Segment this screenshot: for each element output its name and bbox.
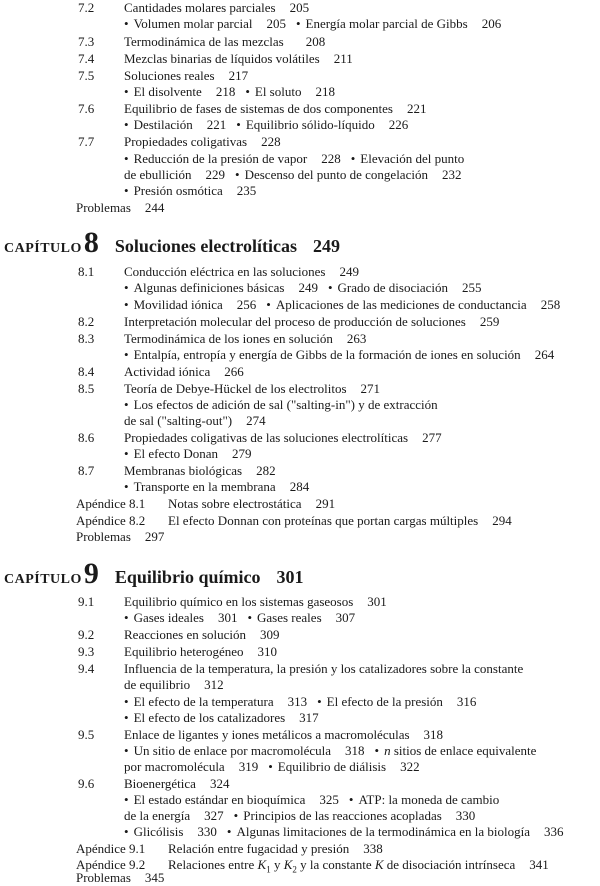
page-number: 205 (266, 16, 286, 31)
page-number: 206 (481, 16, 502, 31)
toc-subsections (124, 792, 499, 808)
subsection-title[interactable]: • El soluto (245, 84, 301, 99)
chapter-title: Soluciones electrolíticas (114, 236, 298, 256)
section-number: 9.1 (78, 594, 95, 609)
page-number: 291 (315, 496, 336, 511)
appendix-label: Apéndice 8.2 (76, 513, 146, 528)
page-number: 255 (462, 280, 482, 295)
toc-subsections (124, 280, 482, 296)
page-number: 345 (144, 870, 165, 885)
section-number: 9.2 (78, 627, 95, 642)
subscript: 2 (292, 864, 297, 875)
appendix-title (168, 857, 516, 875)
toc-problems-7[interactable] (76, 200, 164, 216)
chapter-number: 8 (83, 226, 99, 259)
subsection-title[interactable]: • Principios de las reacciones acopladas (234, 808, 442, 823)
section-number: 8.3 (78, 331, 95, 346)
subsection-title[interactable]: • Gases ideales (124, 610, 204, 625)
toc-subsections (124, 397, 438, 413)
subsection-title[interactable]: • El estado estándar en bioquímica (124, 792, 305, 807)
section-title: Membranas biológicas (124, 463, 243, 478)
toc-section-9-5[interactable] (78, 727, 443, 743)
section-title: Influencia de la temperatura, la presión y los catalizadores sobre la constante (124, 661, 524, 676)
page-number: 338 (363, 841, 383, 856)
subsection-title-cont[interactable]: de ebullición (124, 167, 192, 182)
toc-section-7-4[interactable] (78, 51, 353, 67)
toc-subsections (124, 479, 309, 495)
title-text: y (273, 857, 281, 872)
page-number: 301 (367, 594, 387, 609)
appendix-title: El efecto Donnan con proteínas que portan cargas múltiples (168, 513, 479, 528)
section-title: Actividad iónica (124, 364, 211, 379)
page-number: 211 (333, 51, 353, 66)
page-number: 277 (422, 430, 442, 445)
subsection-title[interactable]: • Elevación del punto (351, 151, 465, 166)
section-number: 9.4 (78, 661, 95, 676)
page-number: 249 (339, 264, 359, 279)
page-number: 279 (232, 446, 252, 461)
toc-subsections (124, 167, 461, 183)
page-number: 327 (204, 808, 224, 823)
page-number: 232 (441, 167, 462, 182)
toc-section-7-3[interactable] (78, 34, 325, 50)
toc-section-9-2[interactable] (78, 627, 280, 643)
toc-subsections (124, 16, 501, 32)
toc-subsections (124, 297, 560, 313)
toc-section-8-7[interactable] (78, 463, 276, 479)
page-number: 235 (236, 183, 257, 198)
variable-k: K (374, 857, 384, 872)
page-number: 301 (217, 610, 238, 625)
section-title: Cantidades molares parciales (124, 0, 276, 15)
page-number: 258 (540, 297, 561, 312)
section-title: Termodinámica de los iones en solución (124, 331, 333, 346)
page-number: 208 (305, 34, 326, 49)
toc-subsections (124, 743, 536, 759)
subsection-title[interactable]: • Grado de disociación (328, 280, 448, 295)
toc-section-8-4[interactable] (78, 364, 244, 380)
section-title: Teoría de Debye-Hückel de los electrolitos (124, 381, 347, 396)
toc-section-7-6[interactable] (78, 101, 426, 117)
title-text: y la constante (300, 857, 372, 872)
chapter-9-heading[interactable] (4, 557, 303, 591)
section-title: Propiedades coligativas (124, 134, 248, 149)
page-number: 313 (287, 694, 308, 709)
page-number: 336 (543, 824, 564, 839)
subsection-title[interactable]: • El efecto de la presión (317, 694, 443, 709)
page-number: 259 (479, 314, 500, 329)
page-number: 318 (423, 727, 444, 742)
toc-subsections (124, 824, 563, 840)
section-title: Equilibrio heterogéneo (124, 644, 244, 659)
page-number: 274 (246, 413, 266, 428)
subsection-title[interactable]: • Un sitio de enlace por macromolécula (124, 743, 331, 758)
chapter-page: 301 (276, 567, 304, 587)
subsection-title[interactable]: • Reducción de la presión de vapor (124, 151, 307, 166)
section-number: 8.6 (78, 430, 95, 445)
problems-title: Problemas (76, 870, 131, 885)
appendix-label: Apéndice 9.2 (76, 857, 146, 872)
page-number: 205 (289, 0, 310, 15)
chapter-title: Equilibrio químico (114, 567, 261, 587)
subsection-title[interactable]: • Algunas definiciones básicas (124, 280, 284, 295)
section-number: 8.4 (78, 364, 95, 379)
subsection-title-cont[interactable]: por macromolécula (124, 759, 225, 774)
subsection-title[interactable] (375, 743, 537, 758)
appendix-label: Apéndice 9.1 (76, 841, 146, 856)
toc-subsections (124, 808, 475, 824)
subsection-title[interactable]: • Movilidad iónica (124, 297, 223, 312)
section-title: Enlace de ligantes y iones metálicos a macromoléculas (124, 727, 410, 742)
subsection-title[interactable]: • Aplicaciones de las mediciones de conductancia (266, 297, 526, 312)
section-title: Propiedades coligativas de las soluciones electrolíticas (124, 430, 409, 445)
toc-subsections (124, 183, 256, 199)
chapter-8-heading[interactable] (4, 226, 340, 260)
subsection-title-cont[interactable]: de la energía (124, 808, 191, 823)
toc-subsections (124, 759, 420, 775)
subsection-title[interactable]: • Los efectos de adición de sal ("salting-in") y de extracción (124, 397, 438, 412)
page-number: 318 (345, 743, 365, 758)
page-number: 263 (346, 331, 367, 346)
subsection-title[interactable]: • El disolvente (124, 84, 202, 99)
page-number: 294 (492, 513, 512, 528)
title-text: de disociación intrínseca (386, 857, 516, 872)
subsection-title-cont[interactable]: de sal ("salting-out") (124, 413, 233, 428)
subsection-title[interactable]: • Equilibrio sólido-líquido (236, 117, 374, 132)
toc-section-9-6[interactable] (78, 776, 229, 792)
subsection-title[interactable]: • Transporte en la membrana (124, 479, 276, 494)
section-title: Termodinámica de las mezclas (124, 34, 284, 49)
page-number: 229 (205, 167, 226, 182)
page-number: 322 (400, 759, 420, 774)
problems-title: Problemas (76, 529, 131, 544)
toc-section-8-5[interactable] (78, 381, 380, 397)
subsection-title[interactable]: • ATP: la moneda de cambio (349, 792, 499, 807)
toc-section-9-1[interactable] (78, 594, 387, 610)
page-number: 316 (456, 694, 477, 709)
section-number: 9.3 (78, 644, 95, 659)
subsection-title[interactable]: • Destilación (124, 117, 193, 132)
page-number: 228 (261, 134, 281, 149)
toc-appendix-9-1[interactable] (76, 841, 383, 857)
chapter-number: 9 (83, 557, 99, 590)
page-number: 228 (321, 151, 341, 166)
section-number: 7.3 (78, 34, 95, 49)
subsection-title[interactable]: • Volumen molar parcial (124, 16, 252, 31)
page-number: 317 (299, 710, 319, 725)
page-number: 312 (204, 677, 224, 692)
section-number: 7.6 (78, 101, 95, 116)
title-text: Relaciones entre (168, 857, 255, 872)
page-number: 244 (144, 200, 165, 215)
subsection-title[interactable]: • Gases reales (247, 610, 321, 625)
toc-subsections (124, 84, 335, 100)
section-number: 8.1 (78, 264, 95, 279)
problems-title: Problemas (76, 200, 131, 215)
subscript: 1 (266, 864, 271, 875)
toc-section-8-6[interactable] (78, 430, 442, 446)
section-title: Soluciones reales (124, 68, 215, 83)
section-number: 7.5 (78, 68, 95, 83)
toc-section-9-4-cont[interactable] (124, 677, 224, 693)
page-number: 256 (236, 297, 257, 312)
page-number: 309 (260, 627, 280, 642)
chapter-label: CAPÍTULO (4, 241, 82, 256)
section-number: 9.6 (78, 776, 95, 791)
section-number: 8.2 (78, 314, 95, 329)
page-number: 218 (315, 84, 335, 99)
toc-subsections (124, 710, 319, 726)
section-title: Interpretación molecular del proceso de producción de soluciones (124, 314, 466, 329)
toc-subsections (124, 151, 464, 167)
page-number: 264 (534, 347, 555, 362)
toc-subsections (124, 446, 252, 462)
page-number: 266 (224, 364, 244, 379)
toc-section-7-7[interactable] (78, 134, 281, 150)
page-number: 330 (455, 808, 476, 823)
section-title: Mezclas binarias de líquidos volátiles (124, 51, 320, 66)
toc-appendix-8-1[interactable] (76, 496, 335, 512)
page-number: 341 (529, 857, 549, 872)
subsection-title-text: sitios de enlace equivalente (393, 743, 537, 758)
variable-n: n (384, 743, 391, 758)
toc-subsections (124, 117, 408, 133)
toc-problems-8[interactable] (76, 529, 164, 545)
subsection-title[interactable]: • Entalpía, entropía y energía de Gibbs de la formación de iones en solución (124, 347, 521, 362)
subsection-title[interactable]: • Equilibrio de diálisis (268, 759, 386, 774)
toc-appendix-8-2[interactable] (76, 513, 512, 529)
page-number: 221 (406, 101, 427, 116)
subsection-title[interactable]: • El efecto de la temperatura (124, 694, 274, 709)
toc-subsections (124, 694, 476, 710)
appendix-title: Notas sobre electrostática (168, 496, 302, 511)
subsection-title[interactable]: • El efecto Donan (124, 446, 218, 461)
section-number: 7.7 (78, 134, 95, 149)
page-number: 249 (298, 280, 318, 295)
section-title: Bioenergética (124, 776, 196, 791)
section-number: 7.4 (78, 51, 95, 66)
toc-section-7-2[interactable] (78, 0, 309, 16)
toc-section-9-4[interactable] (78, 661, 523, 677)
subsection-title[interactable]: • Glicólisis (124, 824, 183, 839)
page-number: 217 (228, 68, 249, 83)
toc-subsections (124, 610, 355, 626)
page-number: 271 (360, 381, 381, 396)
page-number: 226 (388, 117, 409, 132)
page-number: 297 (144, 529, 165, 544)
variable-k: K (283, 857, 293, 872)
toc-section-8-2[interactable] (78, 314, 499, 330)
section-title: Equilibrio químico en los sistemas gaseosos (124, 594, 354, 609)
toc-subsections (124, 413, 266, 429)
appendix-label: Apéndice 8.1 (76, 496, 146, 511)
section-title-cont: de equilibrio (124, 677, 191, 692)
appendix-title: Relación entre fugacidad y presión (168, 841, 350, 856)
section-number: 8.7 (78, 463, 95, 478)
toc-subsections (124, 347, 554, 363)
subsection-title[interactable]: • Energía molar parcial de Gibbs (296, 16, 468, 31)
chapter-page: 249 (313, 236, 341, 256)
page-number: 319 (238, 759, 259, 774)
section-title: Equilibrio de fases de sistemas de dos componentes (124, 101, 393, 116)
variable-k: K (257, 857, 267, 872)
page-number: 310 (257, 644, 277, 659)
page-number: 218 (215, 84, 236, 99)
section-number: 8.5 (78, 381, 95, 396)
subsection-title[interactable]: • Presión osmótica (124, 183, 223, 198)
section-number: 9.5 (78, 727, 95, 742)
subsection-title[interactable]: • El efecto de los catalizadores (124, 710, 285, 725)
section-title: Conducción eléctrica en las soluciones (124, 264, 326, 279)
page-number: 330 (197, 824, 217, 839)
section-title: Reacciones en solución (124, 627, 247, 642)
section-number: 7.2 (78, 0, 95, 15)
chapter-label: CAPÍTULO (4, 572, 82, 587)
subsection-title[interactable]: • Algunas limitaciones de la termodinámica en la biología (227, 824, 530, 839)
page-number: 284 (289, 479, 310, 494)
toc-section-8-3[interactable] (78, 331, 366, 347)
page-number: 221 (206, 117, 227, 132)
toc-section-9-3[interactable] (78, 644, 277, 660)
page-number: 282 (256, 463, 276, 478)
toc-section-7-5[interactable] (78, 68, 248, 84)
page-number: 324 (209, 776, 230, 791)
subsection-title[interactable]: • Descenso del punto de congelación (235, 167, 428, 182)
page-number: 307 (335, 610, 356, 625)
toc-section-8-1[interactable] (78, 264, 359, 280)
page-number: 325 (319, 792, 339, 807)
